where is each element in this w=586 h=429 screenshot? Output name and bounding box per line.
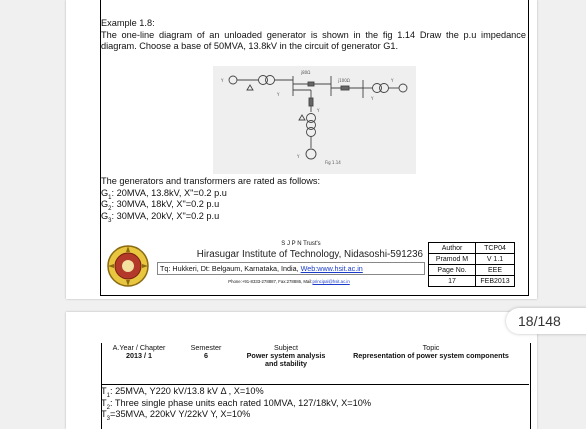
- rating-t1: $T_1$: 25MVA, Y220 kV/13.8 kV Δ , X=10%: [101, 386, 264, 399]
- svg-text:Y: Y: [317, 108, 320, 113]
- institute-logo: [105, 243, 151, 289]
- meta-row: [429, 276, 515, 287]
- ratings-intro: The generators and transformers are rated as follows:: [101, 176, 321, 186]
- example-text: The one-line diagram of an unloaded generator is shown in the fig 1.14 Draw the p.u impedance diagram. Choose a base of 50MVA, 13.8kV in the circuit of generator G1.: [101, 29, 526, 51]
- header-divider: [101, 384, 529, 385]
- example-block: [101, 18, 526, 53]
- meta-cell: EEE: [476, 265, 515, 276]
- rating-g1: $G_1$: 20MVA, 13.8kV, X"=0.2 p.u: [101, 187, 227, 201]
- rating-t3: $T_3=35MVA$, 220kV Y/22kV Y, X=10%: [101, 409, 251, 422]
- ratings-block: [101, 176, 521, 222]
- rating-g3: $G_3$: 30MVA, 20kV, X"=0.2 p.u: [101, 210, 220, 224]
- svg-text:Y: Y: [371, 96, 374, 101]
- website-link[interactable]: Web:www.hsit.ac.in: [300, 264, 363, 273]
- header-semester: Semester 6: [190, 343, 222, 361]
- document-meta-table: [428, 242, 515, 287]
- svg-text:Y: Y: [277, 92, 280, 97]
- svg-text:j80Ω: j80Ω: [301, 70, 311, 75]
- institute-contact: Phone:+91-8333-278887, Fax:278886, Mail:principal@hsit.ac.in: [228, 279, 350, 284]
- transformer-ratings: [101, 386, 521, 421]
- document-page-17: [66, 0, 537, 299]
- meta-row: [429, 254, 515, 265]
- svg-text:Y: Y: [391, 78, 394, 83]
- meta-cell: V 1.1: [476, 254, 515, 265]
- header-year-chapter: A.Year / Chapter 2013 / 1: [112, 343, 166, 361]
- meta-row: [429, 243, 515, 254]
- header-topic: Topic Representation of power system components: [353, 343, 509, 361]
- page-frame-right: [528, 0, 529, 296]
- meta-cell: Page No.: [429, 265, 476, 276]
- svg-text:Y: Y: [297, 154, 300, 159]
- rating-t2: $T_2$: Three single phase units each rated 10MVA, 127/18kV, X=10%: [101, 397, 372, 411]
- meta-cell: Pramod M: [429, 254, 476, 265]
- meta-cell: Author: [429, 243, 476, 254]
- svg-text:Fig 1.14: Fig 1.14: [325, 160, 341, 165]
- page-frame-bottom: [100, 295, 529, 296]
- email-link[interactable]: principal@hsit.ac.in: [312, 279, 350, 284]
- institute-name: Hirasugar Institute of Technology, Nidasoshi-591236: [196, 249, 423, 260]
- trust-name: S J P N Trust's: [281, 241, 321, 247]
- rating-g2: $G_2$: 30MVA, 18kV, X"=0.2 p.u: [101, 199, 220, 212]
- page-number-indicator: 18/148: [506, 308, 586, 334]
- one-line-diagram-svg: [213, 66, 416, 174]
- meta-cell: TCP04: [476, 243, 515, 254]
- svg-text:j100Ω: j100Ω: [338, 78, 350, 83]
- document-page-18: [66, 312, 537, 429]
- svg-text:Y: Y: [221, 78, 224, 83]
- meta-cell: FEB2013: [476, 276, 515, 287]
- institute-address: Tq: Hukkeri, Dt: Belgaum, Karnataka, India, Web:www.hsit.ac.in: [157, 262, 425, 275]
- header-subject: Subject Power system analysis and stability: [246, 343, 326, 369]
- meta-cell: 17: [429, 276, 476, 287]
- meta-row: [429, 265, 515, 276]
- one-line-diagram-figure: [213, 66, 416, 174]
- example-heading: Example 1.8:: [101, 18, 155, 28]
